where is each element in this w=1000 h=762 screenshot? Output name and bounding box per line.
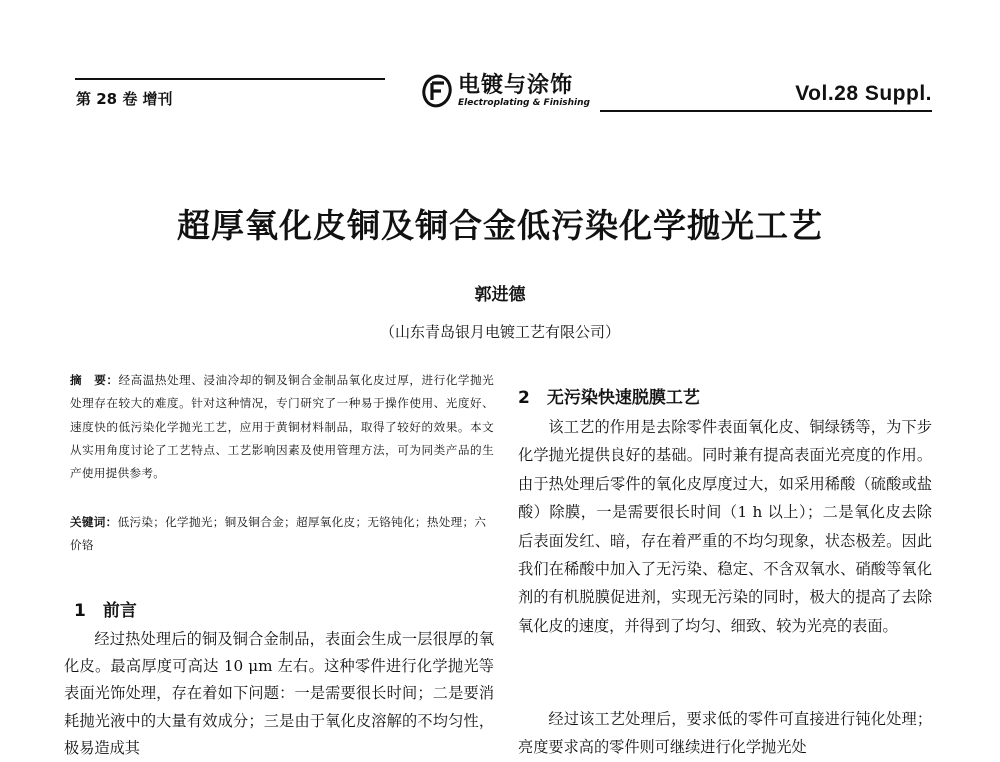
paper-author: 郭进德 <box>474 285 526 305</box>
abstract <box>70 369 494 485</box>
author-affiliation: （山东青岛银月电镀工艺有限公司） <box>379 323 620 341</box>
journal-name-cn: 电镀与涂饰 <box>458 72 574 98</box>
header-rule-left <box>75 78 385 80</box>
section-1-body: 经过热处理后的铜及铜合金制品，表面会生成一层很厚的氧化皮。最高厚度可高达 10 μm 左右。这种零件进行化学抛光等表面光饰处理，存在着如下问题：一是需要很长时间；二是要消耗抛光液中的大量有效成分；三是由于氧化皮溶解的不均匀性，极易造成其 <box>64 630 494 757</box>
paper-title: 超厚氧化皮铜及铜合金低污染化学抛光工艺 <box>177 206 823 245</box>
section-2-paragraph-2: 经过该工艺处理后，要求低的零件可直接进行钝化处理；亮度要求高的零件则可继续进行化学抛光处 <box>518 710 932 757</box>
abstract-label: 摘 要： <box>70 373 119 387</box>
keywords <box>70 511 494 558</box>
journal-volume-cn: 第 28 卷 增刊 <box>76 90 173 108</box>
journal-volume-en: Vol.28 Suppl. <box>795 82 932 105</box>
keywords-text: 低污染；化学抛光；铜及铜合金；超厚氧化皮；无铬钝化；热处理；六价铬 <box>70 515 487 553</box>
journal-name-en: Electroplating & Finishing <box>458 97 590 108</box>
section-1-heading: 1 前言 <box>74 601 137 621</box>
journal-logo <box>420 74 590 108</box>
abstract-text: 经高温热处理、浸油冷却的铜及铜合金制品氧化皮过厚，进行化学抛光处理存在较大的难度。针对这种情况，专门研究了一种易于操作使用、光度好、速度快的低污染化学抛光工艺，应用于黄铜材料制品，取得了较好的效果。本文从实用角度讨论了工艺特点、工艺影响因素及使用管理方法，可为同类产品的生产使用提供参考。 <box>70 373 494 481</box>
keywords-label: 关键词： <box>70 515 118 529</box>
header-rule-right <box>600 110 932 112</box>
section-2-heading: 2 无污染快速脱膜工艺 <box>518 388 700 408</box>
section-2-paragraph-1: 该工艺的作用是去除零件表面氧化皮、铜绿锈等，为下步化学抛光提供良好的基础。同时兼有提高表面光亮度的作用。由于热处理后零件的氧化皮厚度过大，如采用稀酸（硫酸或盐酸）除膜，一是需要很长时间（1 h 以上）；二是氧化皮去除后表面发红、暗，存在着严重的不均匀现象，状态极差。因此我们在稀酸中加入了无污染、稳定、不含双氧水、硝酸等氧化剂的有机脱膜促进剂，实现无污染的同时，极大的提高了去除氧化皮的速度，并得到了均匀、细致、较为光亮的表面。 <box>518 418 932 635</box>
journal-logo-icon <box>420 74 454 108</box>
